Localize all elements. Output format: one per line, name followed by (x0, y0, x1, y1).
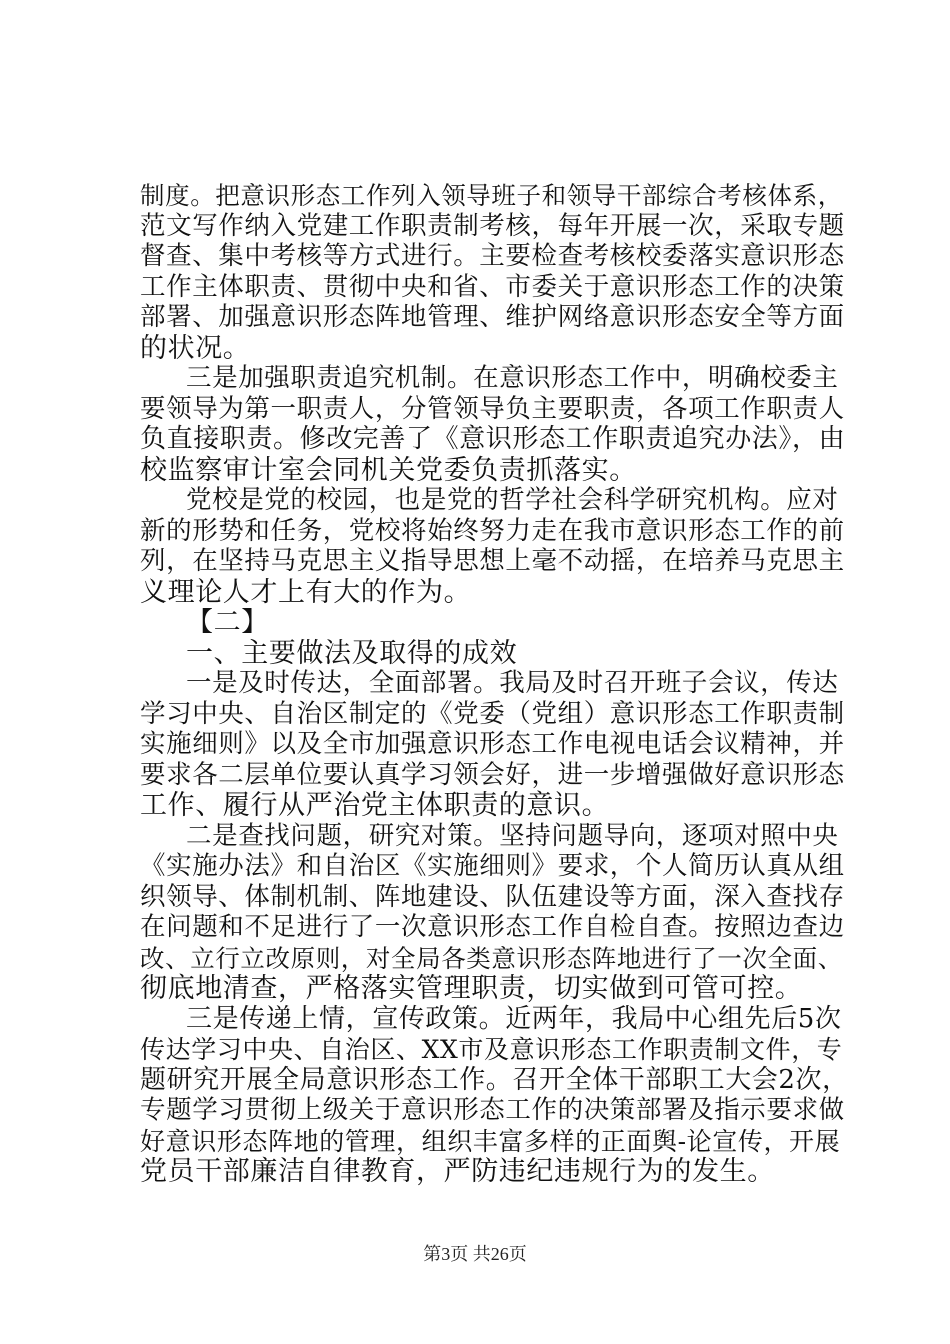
text-line: 学习中央、自治区制定的《党委（党组）意识形态工作职责制 (140, 699, 845, 729)
text-line: 督查、集中考核等方式进行。主要检查考核校委落实意识形态 (140, 241, 845, 271)
text-line: 实施细则》以及全市加强意识形态工作电视电话会议精神，并 (140, 729, 845, 759)
paragraph-start: 二是查找问题，研究对策。坚持问题导向，逐项对照中央 (186, 821, 839, 851)
text-line: 《实施办法》和自治区《实施细则》要求，个人简历认真从组 (140, 851, 845, 881)
page-footer: 第3页 共26页 (423, 1244, 527, 1264)
text-line: 改、立行立改原则，对全局各类意识形态阵地进行了一次全面、 (140, 944, 843, 973)
paragraph-start: 党校是党的校园，也是党的哲学社会科学研究机构。应对 (186, 485, 839, 515)
text-line: 党员干部廉洁自律教育，严防违纪违规行为的发生。 (140, 1156, 775, 1187)
text-line: 义理论人才上有大的作为。 (140, 577, 472, 608)
text-line: 要求各二层单位要认真学习领会好，进一步增强做好意识形态 (140, 760, 845, 790)
text-line: 制度。把意识形态工作列入领导班子和领导干部综合考核体系， (140, 181, 843, 210)
paragraph-start: 三是传递上情，宣传政策。近两年，我局中心组先后5次 (186, 1004, 842, 1034)
text-line: 好意识形态阵地的管理，组织丰富多样的正面舆-论宣传，开展 (140, 1127, 841, 1156)
text-line: 工作主体职责、贯彻中央和省、市委关于意识形态工作的决策 (140, 272, 845, 302)
text-line: 专题学习贯彻上级关于意识形态工作的决策部署及指示要求做 (140, 1095, 845, 1125)
text-line: 在问题和不足进行了一次意识形态工作自检自查。按照边查边 (140, 912, 845, 942)
text-line: 部署、加强意识形态阵地管理、维护网络意识形态安全等方面 (140, 302, 845, 332)
paragraph-start: 一是及时传达，全面部署。我局及时召开班子会议，传达 (186, 668, 839, 698)
text-line: 校监察审计室会同机关党委负责抓落实。 (140, 455, 637, 486)
text-line: 列，在坚持马克思主义指导思想上毫不动摇，在培养马克思主 (140, 546, 845, 576)
text-line: 题研究开展全局意识形态工作。召开全体干部职工大会2次， (140, 1065, 849, 1095)
text-line: 新的形势和任务，党校将始终努力走在我市意识形态工作的前 (140, 516, 845, 546)
text-line: 传达学习中央、自治区、XX市及意识形态工作职责制文件，专 (140, 1035, 843, 1064)
section-heading: 【二】 (186, 607, 269, 638)
text-line: 的状况。 (140, 333, 251, 364)
text-line: 负直接职责。修改完善了《意识形态工作职责追究办法》，由 (140, 424, 846, 454)
text-line: 工作、履行从严治党主体职责的意识。 (140, 790, 610, 821)
text-line: 织领导、体制机制、阵地建设、队伍建设等方面，深入查找存 (140, 882, 845, 912)
text-line: 范文写作纳入党建工作职责制考核，每年开展一次，采取专题 (140, 211, 845, 241)
text-line: 要领导为第一职责人，分管领导负主要职责，各项工作职责人 (140, 394, 845, 424)
subsection-heading: 一、主要做法及取得的成效 (186, 638, 518, 669)
paragraph-start: 三是加强职责追究机制。在意识形态工作中，明确校委主 (186, 363, 839, 393)
text-line: 彻底地清查，严格落实管理职责，切实做到可管可控。 (140, 973, 803, 1004)
